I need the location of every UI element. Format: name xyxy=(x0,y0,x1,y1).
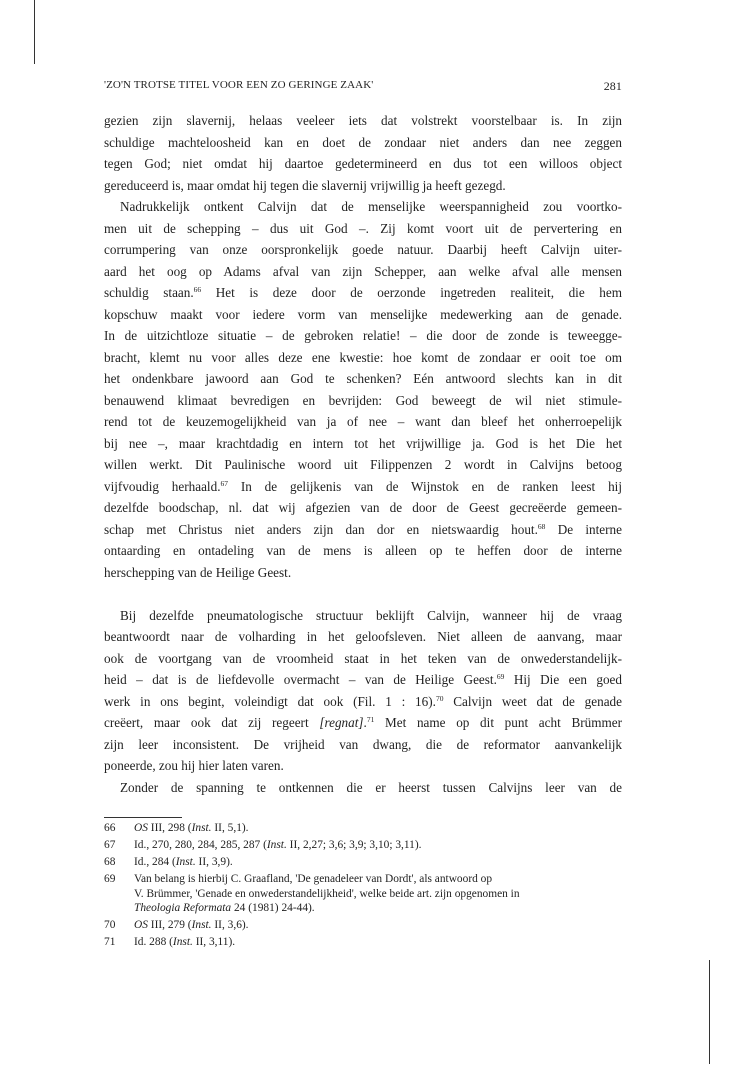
footnote-ref-70: 70 xyxy=(435,693,444,703)
text-line: Nadrukkelijk ontkent Calvijn dat de menselijke weerspannigheid zou voortko- xyxy=(120,199,622,214)
footnote-ref-68: 68 xyxy=(537,521,546,531)
text-line: aard het oog op Adams afval van zijn Schepper, aan welke afval alle mensen xyxy=(104,263,622,279)
footnote-number: 70 xyxy=(104,919,116,931)
text-line: bracht, klemt nu voor alles deze ene kwestie: hoe komt de zondaar er ooit toe om xyxy=(104,349,622,365)
text-line: werk in ons begint, voleindigt dat ook (Fil. 1 : 16).$^{70}$ Calvijn weet dat de genade xyxy=(104,693,622,709)
page-number: 281 xyxy=(603,79,622,93)
text-line: tegen God; niet omdat hij daartoe gedetermineerd en dus tot een willoos object xyxy=(104,156,622,171)
footnote-rule xyxy=(104,817,182,818)
text-line: herschepping van de Heilige Geest. xyxy=(104,564,292,580)
text-line: gezien zijn slavernij, helaas veeleer iets dat volstrekt voorstelbaar is. In zijn xyxy=(104,113,622,128)
text-line: In de uitzichtloze situatie – de gebroken relatie! – die door de zonde is teweegge- xyxy=(104,328,622,343)
text-line: zijn leer inconsistent. De vrijheid van dwang, die de reformator aanvankelijk xyxy=(104,736,622,752)
scan-edge-right xyxy=(709,960,710,1064)
running-title: 'ZO'N TROTSE TITEL VOOR EEN ZO GERINGE ZAAK' xyxy=(104,79,374,91)
footnote-number: 66 xyxy=(104,822,116,834)
text-line: benauwend klimaat bevredigen en bevrijden: God beweegt de wil niet stimule- xyxy=(104,392,622,408)
footnote-71: 71 Id. 288 (Inst. II, 3,11). xyxy=(104,936,236,948)
running-header xyxy=(104,79,622,91)
footnote-number: 71 xyxy=(104,936,116,948)
body-text xyxy=(104,110,622,798)
footnote-68: 68 Id., 284 (Inst. II, 3,9). xyxy=(104,856,233,868)
footnote-number: 67 xyxy=(104,839,116,851)
text-line: ook de voortgang van de vroomheid staat in het teken van de onwederstandelijk- xyxy=(104,650,622,666)
text-line: schap met Christus niet anders zijn dan dor en nietswaardig hout.$^{68}$ De interne xyxy=(104,521,622,537)
footnote-ref-67: 67 xyxy=(220,478,228,488)
footnotes xyxy=(104,821,622,952)
scan-edge-left xyxy=(34,0,35,64)
text-line: Bij dezelfde pneumatologische structuur beklijft Calvijn, wanneer hij de vraag xyxy=(120,607,622,623)
footnote-ref-66: 66 xyxy=(193,285,202,294)
text-line: schuldig staan.$^{66}$ Het is deze door de oerzonde ingetreden realiteit, die hem xyxy=(104,285,622,300)
text-line: rend tot de keuzemogelijkheid van ja of nee – want dan bleef het onherroepelijk xyxy=(104,414,622,429)
text-line: dezelfde boodschap, nl. dat wij afgezien van de door de Geest gecreëerde gemeen- xyxy=(104,500,622,515)
footnote-66: 66 OS III, 298 (Inst. II, 5,1). xyxy=(104,822,249,834)
text-line: poneerde, zou hij hier laten varen. xyxy=(104,758,284,773)
text-line: corrumpering van onze oorspronkelijk goede natuur. Daarbij heeft Calvijn uiter- xyxy=(104,242,622,257)
text-line: bij nee –, maar krachtdadig en intern tot het vrijwillige ja. God is het Die het xyxy=(104,435,622,451)
text-line: Zonder de spanning te ontkennen die er heerst tussen Calvijns leer van de xyxy=(120,779,622,795)
text-line: heid – dat is de liefdevolle overmacht – van de Heilige Geest.$^{69}$ Hij Die een goed xyxy=(104,672,623,687)
text-line: men uit de schepping – dus uit God –. Zij komt voort uit de pervertering en xyxy=(104,220,622,236)
text-line: creëert, maar ook dat zij regeert [regnat].$^{71}$ Met name op dit punt acht Brümmer xyxy=(104,715,622,730)
text-line: vijfvoudig herhaald.$^{67}$ In de gelijkenis van de Wijnstok en de ranken leest hij xyxy=(104,478,622,494)
text-line: schuldige machteloosheid kan en doet de zondaar niet anders dan nee zeggen xyxy=(104,134,622,150)
footnote-ref-71: 71 xyxy=(366,715,375,724)
footnote-number: 68 xyxy=(104,856,116,868)
footnote-ref-69: 69 xyxy=(496,672,505,681)
text-line: het ondenkbare jawoord aan God te schenken? Eén antwoord slechts kan in dit xyxy=(104,371,622,386)
text-line: beantwoordt naar de volharding in het geloofsleven. Niet alleen de aanvang, maar xyxy=(104,629,622,644)
section-gap xyxy=(104,583,622,605)
text-line: gereduceerd is, maar omdat hij tegen die slavernij vrijwillig ja heeft gezegd. xyxy=(104,177,506,193)
footnote-number: 69 xyxy=(104,873,116,885)
footnote-67: 67 Id., 270, 280, 284, 285, 287 (Inst. II, 2,27; 3,6; 3,9; 3,10; 3,11). xyxy=(104,839,422,851)
footnote-69: 69 Van belang is hierbij C. Graafland, 'De genadeleer van Dordt', als antwoord op V. Brümmer, 'Genade en onwederstandelijkheid', welke beide art. zijn opgenomen in Theologia Reformata 24 (1981) 24-44). xyxy=(104,873,520,914)
footnote-70: 70 OS III, 279 (Inst. II, 3,6). xyxy=(104,919,249,931)
text-line: willen werkt. Dit Paulinische woord uit Filippenzen 2 wordt in Calvijns betoog xyxy=(104,457,622,472)
text-line: kopschuw maakt voor iedere vorm van menselijke medewerking aan de genade. xyxy=(104,306,622,322)
text-line: ontaarding en ontadeling van de mens is alleen op te heffen door de interne xyxy=(104,543,622,558)
